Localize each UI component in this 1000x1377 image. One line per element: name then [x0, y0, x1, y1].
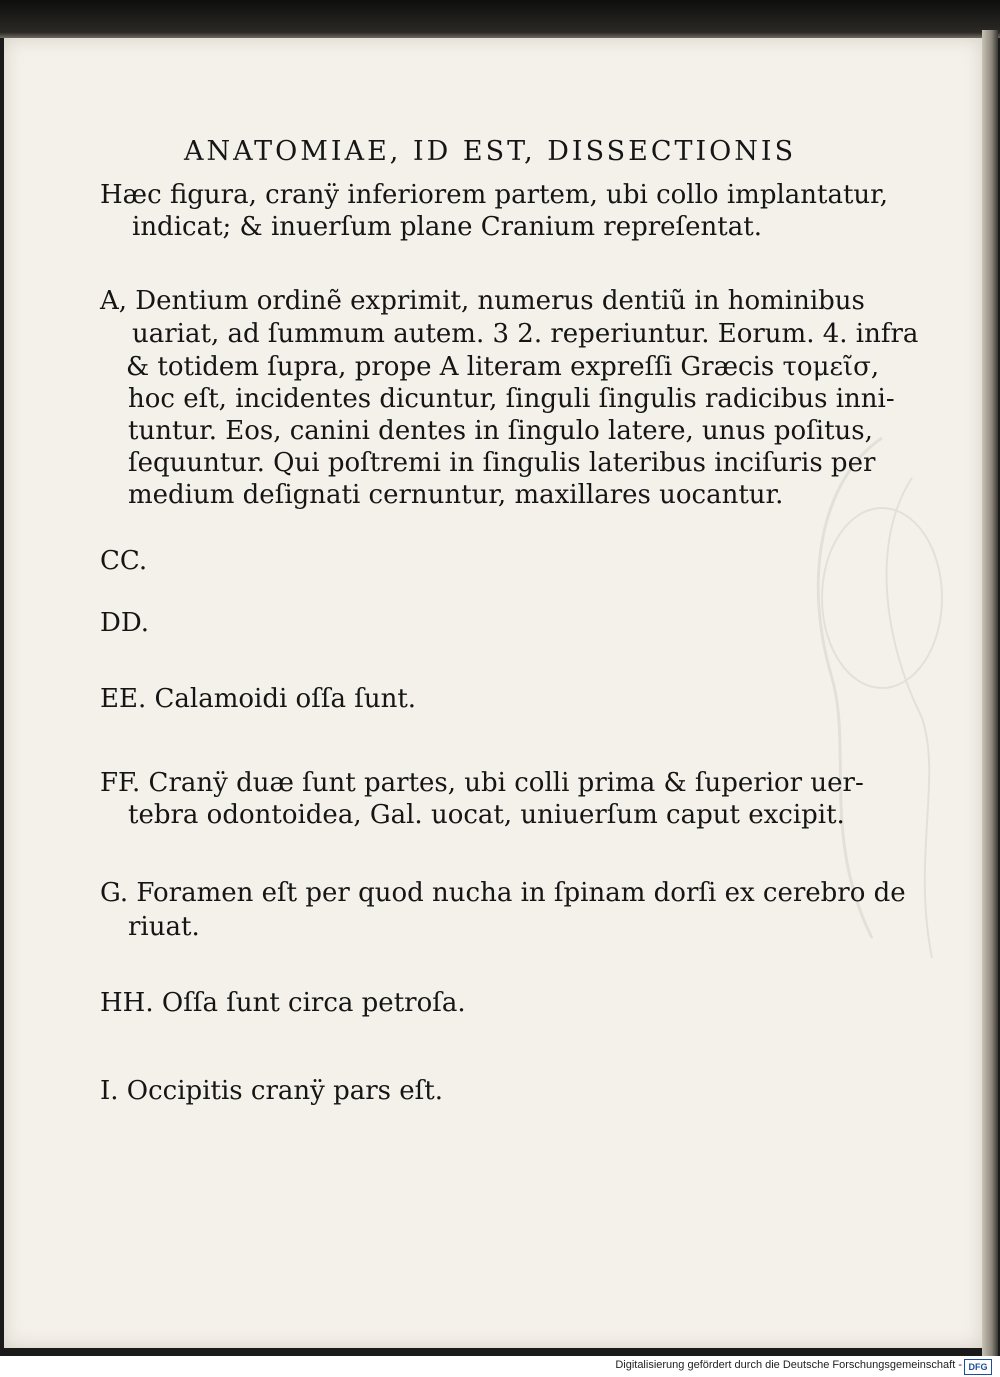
entry-cc: CC. [100, 546, 148, 576]
entry-dd: DD. [100, 608, 150, 638]
entry-ee: EE. Calamoidi oſſa ſunt. [100, 684, 417, 714]
entry-g-line-1: G. Foramen eſt per quod nucha in ſpinam dorſi ex cerebro de [100, 878, 906, 908]
page-text [4, 38, 982, 1348]
entry-hh: HH. Oſſa ſunt circa petroſa. [100, 988, 466, 1018]
entry-a-line-2: uariat, ad ſummum autem. 3 2. reperiuntur. Eorum. 4. infra [132, 319, 919, 349]
entry-ff-line-2: tebra odontoidea, Gal. uocat, uniuerſum caput excipit. [128, 800, 845, 830]
entry-a-line-7: medium deſignati cernuntur, maxillares uocantur. [128, 480, 784, 510]
entry-a-line-3: & totidem ſupra, prope A literam expreſſi Græcis τομεῖσ, [126, 352, 880, 382]
running-head: ANATOMIAE, ID EST, DISSECTIONIS [184, 136, 797, 167]
entry-i: I. Occipitis cranÿ pars eſt. [100, 1076, 443, 1106]
entry-a-line-5: tuntur. Eos, canini dentes in ſingulo latere, unus poſitus, [128, 416, 873, 446]
book-fore-edge [982, 30, 998, 1360]
book-page [4, 38, 982, 1348]
entry-g-line-2: riuat. [128, 912, 200, 942]
dfg-logo: DFG [964, 1359, 992, 1375]
entry-ff-line-1: FF. Cranÿ duæ ſunt partes, ubi colli prima & ſuperior uer- [100, 768, 864, 798]
book-top-edge [0, 0, 1000, 38]
intro-line-2: indicat; & inuerſum plane Cranium repreſentat. [132, 212, 762, 242]
entry-a-line-1: A, Dentium ordinẽ exprimit, numerus dentiũ in hominibus [100, 286, 865, 316]
footer-credit: Digitalisierung gefördert durch die Deutsche Forschungsgemeinschaft - [615, 1359, 962, 1371]
entry-a-line-6: ſequuntur. Qui poſtremi in ſingulis lateribus inciſuris per [128, 448, 876, 478]
entry-a-line-4: hoc eſt, incidentes dicuntur, ſinguli ſingulis radicibus inni- [128, 384, 895, 414]
intro-line-1: Hæc figura, cranÿ inferiorem partem, ubi collo implantatur, [100, 180, 888, 210]
